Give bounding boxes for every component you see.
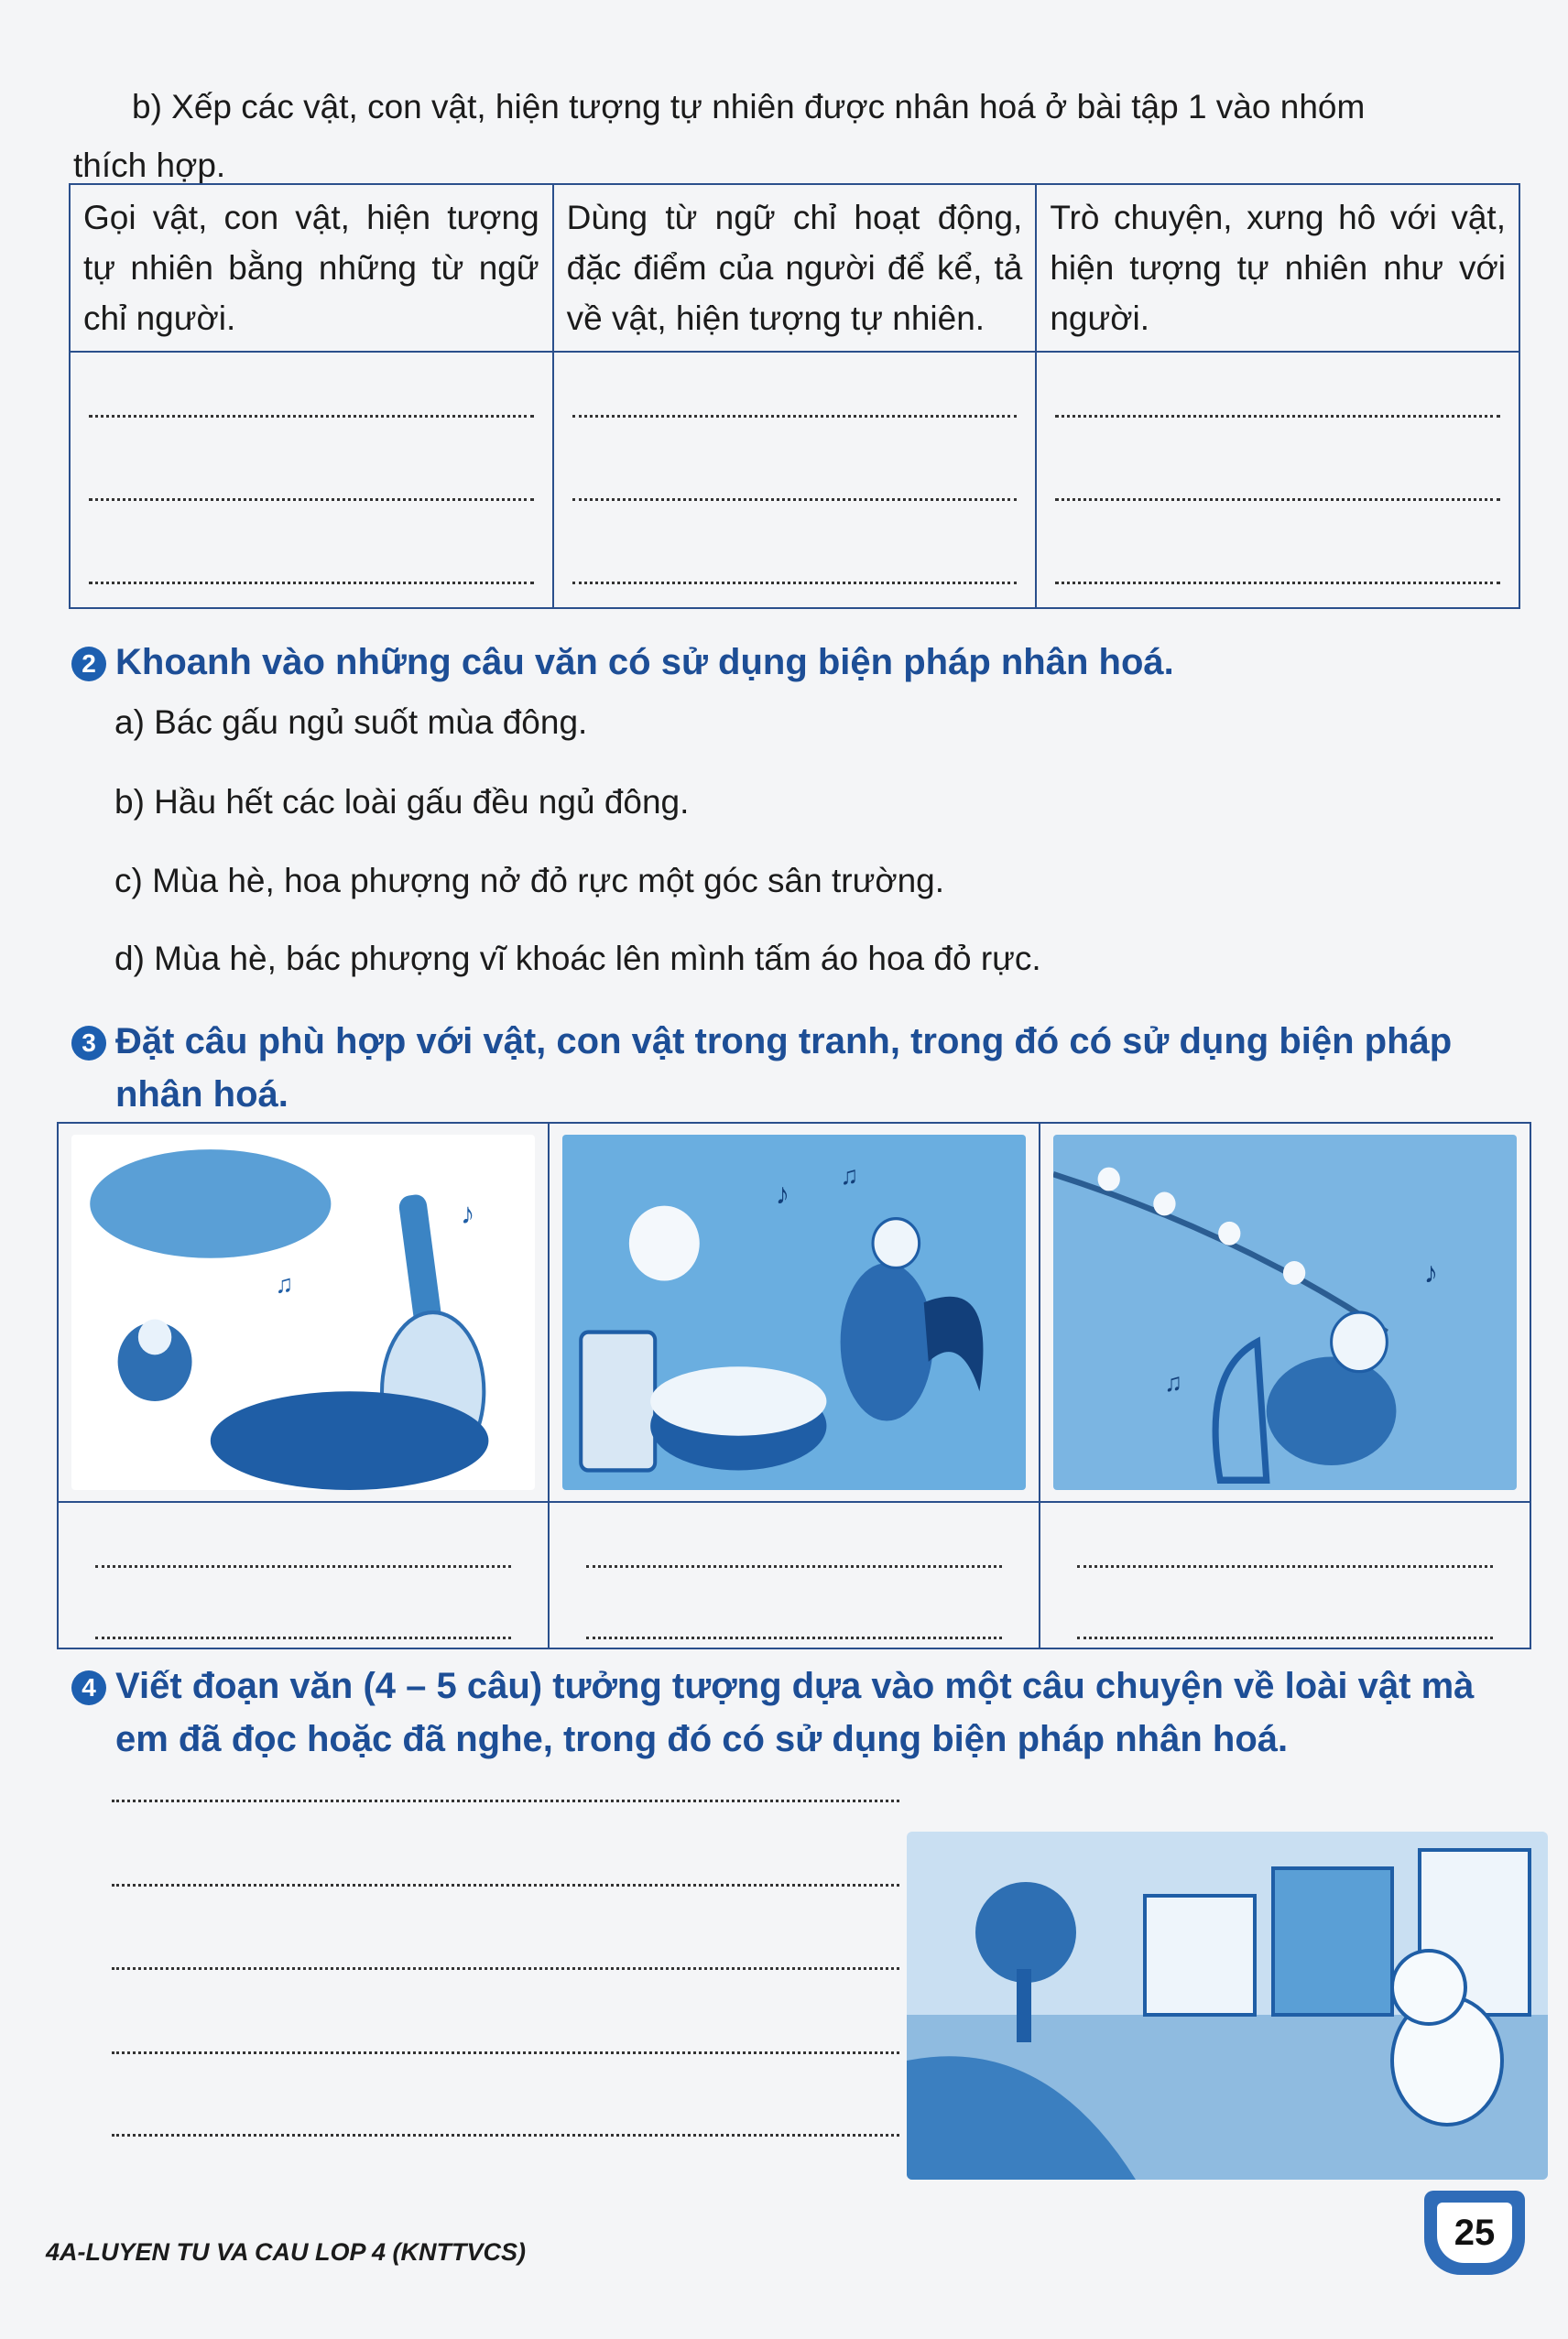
svg-text:♪: ♪ xyxy=(1423,1256,1438,1289)
dotted-line xyxy=(112,1800,899,1802)
sentence-answer-1[interactable] xyxy=(58,1502,549,1648)
answer-cell-3[interactable] xyxy=(1036,352,1519,608)
page-number-badge xyxy=(1424,2191,1525,2275)
option-b[interactable]: b) Hầu hết các loài gấu đều ngủ đông. xyxy=(114,783,690,821)
svg-text:♫: ♫ xyxy=(275,1268,294,1299)
exercise-1b-instruction xyxy=(73,78,1502,195)
number-badge: 4 xyxy=(71,1670,106,1705)
number-badge: 3 xyxy=(71,1026,106,1061)
exercise-4-text-line2: em đã đọc hoặc đã nghe, trong đó có sử dụng biện pháp nhân hoá. xyxy=(115,1719,1289,1759)
answer-cell-2[interactable] xyxy=(553,352,1037,608)
page-number: 25 xyxy=(1437,2203,1512,2263)
column-header-1: Gọi vật, con vật, hiện tượng tự nhiên bằng những từ ngữ chỉ người. xyxy=(70,184,553,352)
dotted-line xyxy=(89,554,534,584)
exercise-3-text-line1: Đặt câu phù hợp với vật, con vật trong tranh, trong đó có sử dụng biện pháp xyxy=(115,1021,1453,1061)
column-header-3: Trò chuyện, xưng hô với vật, hiện tượng tự nhiên như với người. xyxy=(1036,184,1519,352)
dotted-line xyxy=(112,1884,899,1887)
option-c[interactable]: c) Mùa hè, hoa phượng nở đỏ rực một góc sân trường. xyxy=(114,862,945,899)
dotted-line xyxy=(1055,387,1500,418)
exercise-4-text-line1: Viết đoạn văn (4 – 5 câu) tưởng tượng dựa vào một câu chuyện về loài vật mà xyxy=(115,1666,1475,1706)
picture-table xyxy=(57,1122,1531,1649)
exercise-3-text-line2: nhân hoá. xyxy=(115,1074,289,1115)
dotted-line xyxy=(586,1538,1002,1568)
number-badge: 2 xyxy=(71,647,106,681)
sentence-answer-3[interactable] xyxy=(1040,1502,1530,1648)
svg-text:♫: ♫ xyxy=(840,1160,859,1191)
dotted-line xyxy=(1077,1538,1493,1568)
dotted-line xyxy=(89,387,534,418)
picture-cell-1 xyxy=(58,1123,549,1502)
dotted-line xyxy=(572,554,1018,584)
classification-table xyxy=(69,183,1520,609)
bird-harp-illustration xyxy=(1053,1135,1517,1490)
answer-cell-1[interactable] xyxy=(70,352,553,608)
svg-text:♪: ♪ xyxy=(461,1197,475,1231)
dotted-line xyxy=(1055,554,1500,584)
sentence-answer-2[interactable] xyxy=(549,1502,1040,1648)
cricket-violin-illustration xyxy=(71,1135,535,1490)
dotted-line xyxy=(95,1538,511,1568)
dotted-line xyxy=(1055,471,1500,501)
option-d[interactable]: d) Mùa hè, bác phượng vĩ khoác lên mình tấm áo hoa đỏ rực. xyxy=(114,940,1041,977)
dotted-line xyxy=(572,387,1018,418)
book-code: 4A-LUYEN TU VA CAU LOP 4 (KNTTVCS) xyxy=(46,2238,527,2266)
dotted-line xyxy=(572,471,1018,501)
column-header-2: Dùng từ ngữ chỉ hoạt động, đặc điểm của người để kể, tả về vật, hiện tượng tự nhiên. xyxy=(553,184,1037,352)
dotted-line xyxy=(586,1609,1002,1639)
exercise-2-text: Khoanh vào những câu văn có sử dụng biện pháp nhân hoá. xyxy=(115,642,1174,682)
exercise-4-title xyxy=(71,1659,1474,1766)
dotted-line xyxy=(112,2134,899,2137)
instruction-line-1: b) Xếp các vật, con vật, hiện tượng tự nhiên được nhân hoá ở bài tập 1 vào nhóm xyxy=(132,88,1366,125)
picture-cell-3 xyxy=(1040,1123,1530,1502)
svg-text:♪: ♪ xyxy=(775,1177,789,1211)
exercise-2-title xyxy=(71,636,1174,689)
exercise-3-title xyxy=(71,1015,1452,1121)
dotted-line xyxy=(1077,1609,1493,1639)
option-a[interactable]: a) Bác gấu ngủ suốt mùa đông. xyxy=(114,703,588,741)
dotted-line xyxy=(89,471,534,501)
dotted-line xyxy=(95,1609,511,1639)
dog-street-illustration xyxy=(907,1832,1548,2180)
instruction-line-2: thích hợp. xyxy=(73,147,226,184)
picture-cell-2 xyxy=(549,1123,1040,1502)
rooster-drum-illustration xyxy=(562,1135,1026,1490)
svg-text:♫: ♫ xyxy=(1164,1367,1183,1398)
dotted-line xyxy=(112,2051,899,2054)
dotted-line xyxy=(112,1967,899,1970)
